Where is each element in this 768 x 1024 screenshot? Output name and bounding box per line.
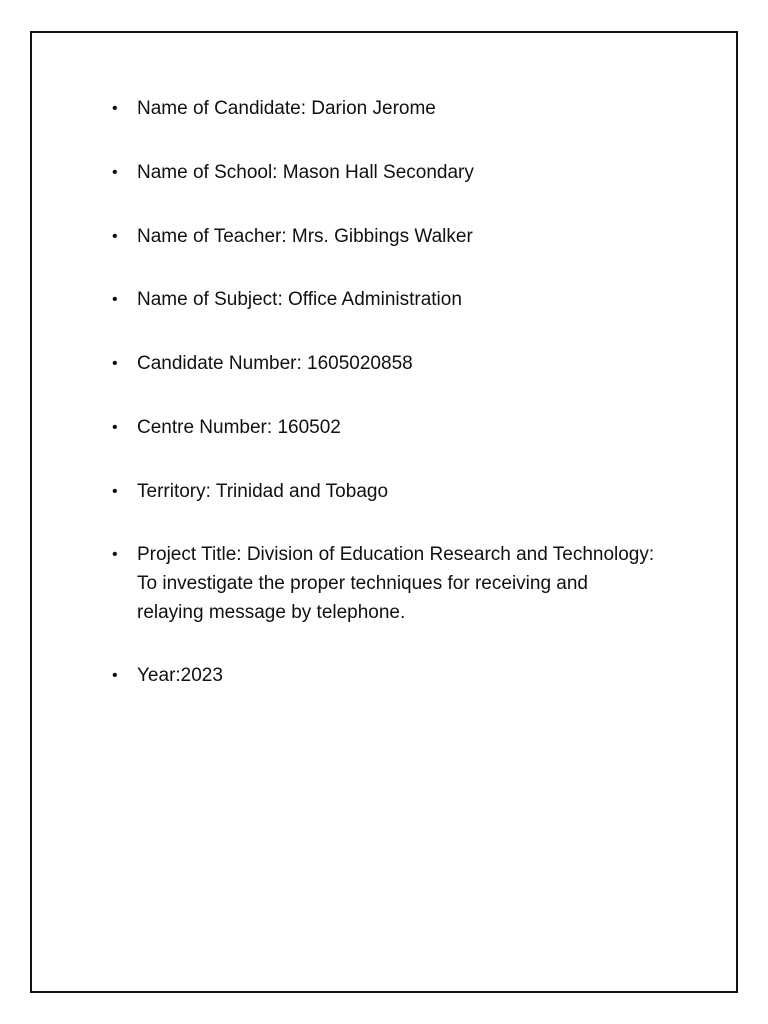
bullet-icon: • <box>112 100 118 117</box>
territory-text: Territory: Trinidad and Tobago <box>137 481 389 502</box>
candidate-name-text: Name of Candidate: Darion Jerome <box>137 98 436 119</box>
bullet-icon: • <box>112 483 118 500</box>
page-border-frame <box>30 31 738 993</box>
teacher-name-text: Name of Teacher: Mrs. Gibbings Walker <box>137 226 473 247</box>
project-title-text: Project Title: Division of Education Research and Technology: To investigate the proper techniques for receiving and relaying message by telephone. <box>137 544 655 623</box>
bullet-icon: • <box>112 291 118 308</box>
bullet-icon: • <box>112 164 118 181</box>
bullet-icon: • <box>112 228 118 245</box>
year-text: Year:2023 <box>137 665 223 686</box>
subject-name-text: Name of Subject: Office Administration <box>137 289 462 310</box>
school-name-text: Name of School: Mason Hall Secondary <box>137 162 474 183</box>
bullet-icon: • <box>112 667 118 684</box>
bullet-icon: • <box>112 355 118 372</box>
bullet-icon: • <box>112 419 118 436</box>
bullet-icon: • <box>112 546 118 563</box>
centre-number-text: Centre Number: 160502 <box>137 417 341 438</box>
candidate-number-text: Candidate Number: 1605020858 <box>137 353 413 374</box>
